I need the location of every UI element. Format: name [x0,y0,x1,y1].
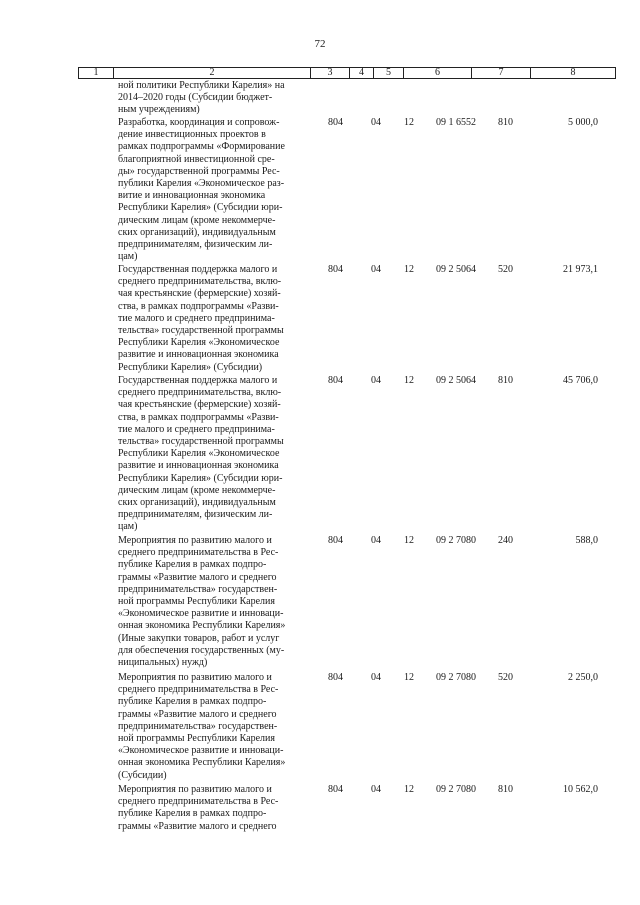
header-col-1: 1 [93,67,99,78]
amount: 5 000,0 [568,117,598,128]
section-code: 04 [371,375,381,386]
amount: 588,0 [575,535,598,546]
target-article-code: 09 2 7080 [436,784,476,795]
ministry-code: 804 [328,535,343,546]
table-header [78,67,616,79]
header-col-8: 8 [570,67,576,78]
expense-type-code: 520 [498,264,513,275]
section-code: 04 [371,264,381,275]
section-code: 04 [371,535,381,546]
header-col-4: 4 [359,67,364,78]
subsection-code: 12 [404,264,414,275]
expense-description: Разработка, координация и сопровож- дение инвестиционных проектов в рамках подпрограммы «Формирование благоприятной инвестиционной сре- ды» государственной программы Рес- публики Карелия «Экономическое раз- витие и инновационная экономика Республики Карелия» (Субсидии юри- дическим лицам (кроме некоммерче- ских организаций), индивидуальным предпринимателям, физическим ли- цам) [118,117,285,263]
header-col-2: 2 [209,67,215,78]
expense-type-code: 810 [498,375,513,386]
expense-description: Государственная поддержка малого и среднего предпринимательства, вклю- чая крестьянские (фермерские) хозяй- ства, в рамках подпрограммы «Разви- тие малого и среднего предпринима- тельства» государственной программы Республики Карелия «Экономическое развитие и инновационная экономика Республики Карелия» (Субсидии юри- дическим лицам (кроме некоммерче- ских организаций), индивидуальным предпринимателям, физическим ли- цам) [118,375,284,533]
ministry-code: 804 [328,672,343,683]
section-code: 04 [371,672,381,683]
amount: 2 250,0 [568,672,598,683]
subsection-code: 12 [404,784,414,795]
target-article-code: 09 2 7080 [436,672,476,683]
subsection-code: 12 [404,375,414,386]
expense-type-code: 240 [498,535,513,546]
amount: 45 706,0 [563,375,598,386]
page-number: 72 [314,38,326,50]
target-article-code: 09 2 5064 [436,375,476,386]
subsection-code: 12 [404,117,414,128]
section-code: 04 [371,117,381,128]
subsection-code: 12 [404,672,414,683]
target-article-code: 09 1 6552 [436,117,476,128]
target-article-code: 09 2 5064 [436,264,476,275]
expense-type-code: 810 [498,117,513,128]
expense-description: Мероприятия по развитию малого и среднего предпринимательства в Рес- публике Карелия в рамках подпро- граммы «Развитие малого и среднего предпринимательства» государствен- ной программы Республики Карелия «Экономическое развитие и инноваци- онная экономика Республики Карелия» (Субсидии) [118,672,286,781]
expense-type-code: 810 [498,784,513,795]
ministry-code: 804 [328,784,343,795]
header-col-6: 6 [435,67,440,78]
subsection-code: 12 [404,535,414,546]
amount: 21 973,1 [563,264,598,275]
header-col-7: 7 [498,67,504,78]
header-col-5: 5 [386,67,391,78]
ministry-code: 804 [328,117,343,128]
expense-description: ной политики Республики Карелия» на 2014–2020 годы (Субсидии бюджет- ным учреждениям) [118,80,285,116]
section-code: 04 [371,784,381,795]
ministry-code: 804 [328,375,343,386]
target-article-code: 09 2 7080 [436,535,476,546]
expense-description: Мероприятия по развитию малого и среднего предпринимательства в Рес- публике Карелия в рамках подпро- граммы «Развитие малого и среднего предпринимательства» государствен- ной программы Республики Карелия «Экономическое развитие и инноваци- онная экономика Республики Карелия» (Иные закупки товаров, работ и услуг для обеспечения государственных (му- ниципальных) нужд) [118,535,286,669]
expense-description: Государственная поддержка малого и среднего предпринимательства, вклю- чая крестьянские (фермерские) хозяй- ства, в рамках подпрограммы «Разви- тие малого и среднего предпринима- тельства» государственной программы Республики Карелия «Экономическое развитие и инновационная экономика Республики Карелия» (Субсидии) [118,264,284,373]
expense-type-code: 520 [498,672,513,683]
header-col-3: 3 [327,67,333,78]
amount: 10 562,0 [563,784,598,795]
ministry-code: 804 [328,264,343,275]
expense-description: Мероприятия по развитию малого и среднего предпринимательства в Рес- публике Карелия в рамках подпро- граммы «Развитие малого и среднего [118,784,279,832]
